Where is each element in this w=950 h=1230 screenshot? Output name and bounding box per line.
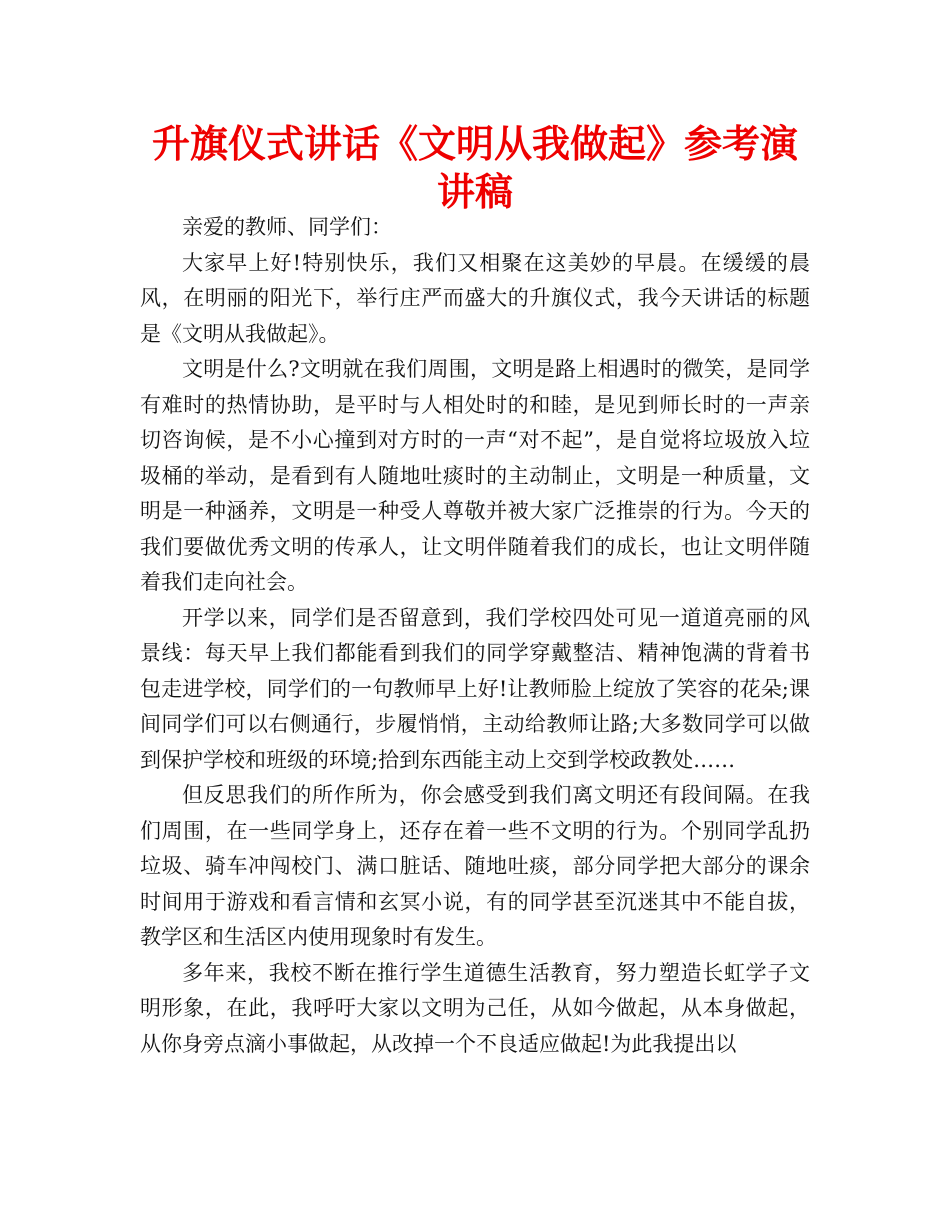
document-body	[140, 210, 810, 1062]
paragraph-what-is-civility: 文明是什么?文明就在我们周围，文明是路上相遇时的微笑，是同学有难时的热情协助，是平时与人相处时的和睦，是见到师长时的一声亲切咨询候，是不小心撞到对方时的一声“对不起”，是自觉将垃圾放入垃圾桶的举动，是看到有人随地吐痰时的主动制止，文明是一种质量，文明是一种涵养，文明是一种受人尊敬并被大家广泛推崇的行为。今天的我们要做优秀文明的传承人，让文明伴随着我们的成长，也让文明伴随着我们走向社会。	[140, 357, 810, 594]
paragraph-appeal: 多年来，我校不断在推行学生道德生活教育，努力塑造长虹学子文明形象，在此，我呼吁大家以文明为己任，从如今做起，从本身做起，从你身旁点滴小事做起，从改掉一个不良适应做起!为此我提出以	[140, 960, 810, 1056]
paragraph-school-scenery: 开学以来，同学们是否留意到，我们学校四处可见一道道亮丽的风景线：每天早上我们都能看到我们的同学穿戴整洁、精神饱满的背着书包走进学校，同学们的一句教师早上好!让教师脸上绽放了笑容的花朵;课间同学们可以右侧通行，步履悄悄，主动给教师让路;大多数同学可以做到保护学校和班级的环境;拾到东西能主动上交到学校政教处……	[140, 605, 810, 772]
paragraph-reflection: 但反思我们的所作所为，你会感受到我们离文明还有段间隔。在我们周围，在一些同学身上，还存在着一些不文明的行为。个别同学乱扔垃圾、骑车冲闯校门、满口脏话、随地吐痰，部分同学把大部分的课余时间用于游戏和看言情和玄冥小说，有的同学甚至沉迷其中不能自拔，教学区和生活区内使用现象时有发生。	[140, 783, 810, 949]
paragraph-opening: 大家早上好!特别快乐，我们又相聚在这美妙的早晨。在缓缓的晨风，在明丽的阳光下，举行庄严而盛大的升旗仪式，我今天讲话的标题是《文明从我做起》。	[140, 250, 810, 346]
paragraph-greeting: 亲爱的教师、同学们：	[182, 215, 392, 239]
document-title: 升旗仪式讲话《文明从我做起》参考演讲稿	[151, 122, 798, 214]
